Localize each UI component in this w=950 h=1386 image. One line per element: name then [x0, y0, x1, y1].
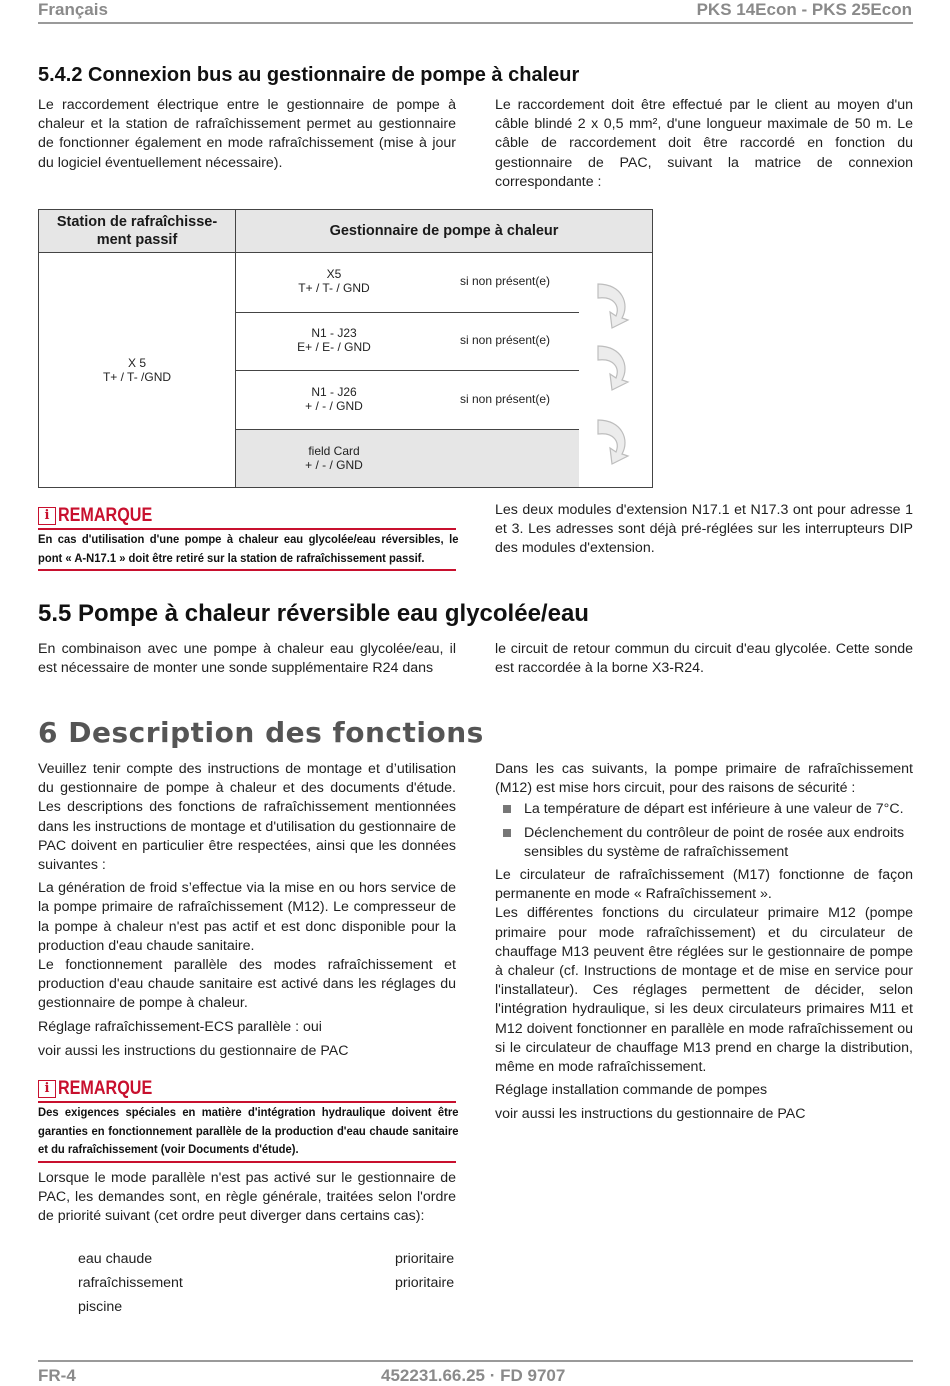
note-title: REMARQUE [58, 1078, 153, 1099]
section-55-right-text: le circuit de retour commun du circuit d'eau glycolée. Cette sonde est raccordée à la borne X3-R24. [495, 641, 913, 677]
paragraph: voir aussi les instructions du gestionnaire de PAC [495, 1106, 806, 1123]
info-icon: i [38, 507, 56, 525]
table-row: field Card + / - / GND [305, 444, 363, 472]
table-row: N1 - J23 E+ / E- / GND [297, 326, 371, 354]
safety-list [495, 800, 913, 862]
note-text: Des exigences spéciales en matière d'intégration hydraulique doivent être garanties en fonctionnement parallèle de la production d'eau chaude sanitaire et du rafraîchissement (voir Documents d'étude). [38, 1105, 459, 1156]
section-542-title: 5.4.2 Connexion bus au gestionnaire de pompe à chaleur [38, 64, 580, 86]
header-rule [38, 22, 913, 24]
paragraph: voir aussi les instructions du gestionnaire de PAC [38, 1042, 349, 1059]
section-542-left-text: Le raccordement électrique entre le gestionnaire de pompe à chaleur et la station de rafraîchissement permet au gestionnaire de fonctionner également en mode rafraîchissement (mise à jour du logiciel éventuellement nécessaire). [38, 97, 456, 171]
info-icon: i [38, 1080, 56, 1098]
page-number: FR-4 [38, 1366, 76, 1385]
section-55-left-text: En combinaison avec une pompe à chaleur eau glycolée/eau, il est nécessaire de monter une sonde supplémentaire R24 dans [38, 641, 456, 677]
paragraph: Le circulateur de rafraîchissement (M17) fonctionne de façon permanente en mode « Rafraîchissement ». [495, 867, 913, 903]
table-left-cell: X 5 T+ / T- /GND [102, 356, 172, 384]
note-text: En cas d'utilisation d'une pompe à chaleur eau glycolée/eau réversibles, le pont « A-N17.1 » doit être retiré sur la station de rafraîchissement passif. [38, 532, 459, 565]
list-item: rafraîchissement [78, 1275, 183, 1291]
paragraph: Veuillez tenir compte des instructions de montage et d’utilisation du gestionnaire de pompe à chaleur et des documents d'étude. Les descriptions des fonctions de rafraîchissement mentionnées dans les instructions de montage et d'utilisation du gestionnaire de PAC doivent en particulier être respectées, ainsi que les données suivantes : [38, 761, 456, 874]
list-item-value: prioritaire [395, 1251, 455, 1267]
paragraph: Réglage rafraîchissement-ECS parallèle : oui [38, 1018, 322, 1035]
note-title: REMARQUE [58, 505, 153, 526]
note-rule-bottom [38, 1161, 456, 1163]
note-remarque-2 [38, 1078, 459, 1163]
chapter-6-title: 6 Description des fonctions [38, 716, 484, 749]
chapter-6-right-column [495, 760, 913, 1125]
document-reference: 452231.66.25 · FD 9707 [381, 1366, 566, 1385]
table-head-right: Gestionnaire de pompe à chaleur [329, 223, 559, 239]
priority-intro: Lorsque le mode parallèle n'est pas activé sur le gestionnaire de PAC, les demandes sont, en règle générale, traitées selon l'ordre de priorité suivant (cet ordre peut diverger dans certains cas): [38, 1170, 456, 1225]
list-item: La température de départ est inférieure à une valeur de 7°C. [495, 800, 913, 819]
section-55-title: 5.5 Pompe à chaleur réversible eau glycolée/eau [38, 600, 589, 627]
list-item: eau chaude [78, 1251, 153, 1267]
note-rule-bottom [38, 569, 456, 571]
paragraph: La génération de froid s’effectue via la mise en ou hors service de la pompe primaire de rafraîchissement (M12). Le compresseur de la pompe à chaleur n'est pas actif et est donc disponible pour la production d'eau chaude sanitaire. [38, 880, 456, 954]
chapter-6-left-column [38, 760, 456, 1061]
list-item-value: prioritaire [395, 1275, 455, 1291]
paragraph: Les différentes fonctions du circulateur primaire M12 (pompe primaire pour mode rafraîchissement) et du circulateur de chauffage M13 peuvent être réglées sur le gestionnaire de pompe à chaleur (cf. Instructions de montage et de mise en service pour l'installateur). Ces réglages permettent de décider, selon l'intégration hydraulique, si les deux circulateurs primaires M11 et M12 doivent fonctionner en parallèle en mode rafraîchissement ou si le circulateur de chauffage M13 prend en charge la distribution, même en mode rafraîchissement. [495, 905, 913, 1076]
section-542-right-text: Le raccordement doit être effectué par le client au moyen d'un câble blindé 2 x 0,5 mm², d'une longueur maximale de 50 m. Le câble de raccordement doit être raccordé en fonction du gestionnaire de PAC, suivant la matrice de connexion correspondante : [495, 97, 913, 190]
header-product: PKS 14Econ - PKS 25Econ [696, 0, 912, 19]
table-head-left: Station de rafraîchisse-ment passif [56, 214, 218, 248]
table-row: X5 T+ / T- / GND [298, 267, 370, 295]
table-row-status: si non présent(e) [459, 392, 551, 406]
list-item: piscine [78, 1299, 123, 1315]
paragraph: Dans les cas suivants, la pompe primaire de rafraîchissement (M12) est mise hors circuit, pour des raisons de sécurité : [495, 761, 913, 797]
table-row-status: si non présent(e) [459, 333, 551, 347]
note-remarque-1 [38, 505, 459, 571]
footer-rule [38, 1360, 913, 1362]
paragraph: Le fonctionnement parallèle des modes rafraîchissement et production d'eau chaude sanitaire est activé dans les réglages du gestionnaire de pompe à chaleur. [38, 957, 456, 1012]
header-language: Français [38, 0, 108, 19]
table-row-status: si non présent(e) [459, 274, 551, 288]
table-row: N1 - J26 + / - / GND [305, 385, 363, 413]
extension-modules-text: Les deux modules d'extension N17.1 et N17.3 ont pour adresse 1 et 3. Les adresses sont déjà pré-réglées sur les interrupteurs DIP des modules d'extension. [495, 502, 913, 557]
paragraph: Réglage installation commande de pompes [495, 1082, 768, 1099]
fallback-arrows-icon [592, 278, 636, 474]
list-item: Déclenchement du contrôleur de point de rosée aux endroits sensibles du système de rafraîchissement [495, 824, 913, 862]
